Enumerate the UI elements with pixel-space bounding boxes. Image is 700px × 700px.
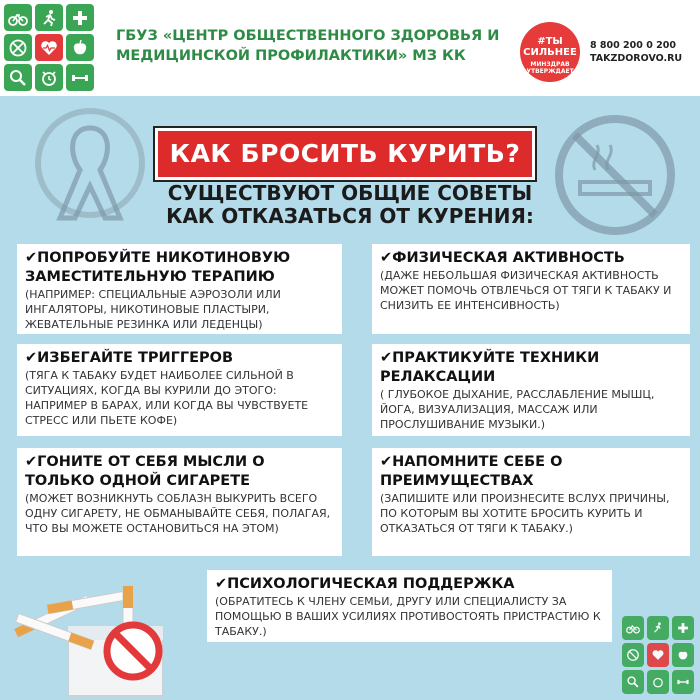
- tip-heading-text: ПОПРОБУЙТЕ НИКОТИНОВУЮ ЗАМЕСТИТЕЛЬНУЮ ТЕРАПИЮ: [25, 250, 291, 285]
- tip-body: (ЗАПИШИТЕ ИЛИ ПРОИЗНЕСИТЕ ВСЛУХ ПРИЧИНЫ, ПО КОТОРЫМ ВЫ ХОТИТЕ БРОСИТЬ КУРИТЬ И ОТКАЗАТЬСЯ ОТ ТЯГИ К ТАБАКУ.): [380, 492, 670, 535]
- runner-icon: [647, 616, 669, 640]
- tip-heading: [25, 349, 334, 368]
- phone-number: 8 800 200 0 200: [590, 40, 676, 51]
- cross-icon: [672, 616, 694, 640]
- heart-pulse-icon: [647, 643, 669, 667]
- tip-heading-text: ИЗБЕГАЙТЕ ТРИГГЕРОВ: [37, 350, 234, 366]
- magnifier-icon: [622, 670, 644, 694]
- no-smoking-icon: [622, 643, 644, 667]
- badge-sub: МИНЗДРАВ УТВЕРЖДАЕТ: [526, 61, 574, 75]
- tip-body: (НАПРИМЕР: СПЕЦИАЛЬНЫЕ АЭРОЗОЛИ ИЛИ ИНГАЛЯТОРЫ, НИКОТИНОВЫЕ ПЛАСТЫРИ, ЖЕВАТЕЛЬНЫЕ РЕЗИНКА ИЛИ ЛЕДЕНЦЫ): [25, 288, 281, 331]
- magnifier-icon: [4, 64, 32, 91]
- badge-line-1: #ТЫ: [537, 36, 563, 47]
- bike-icon: [622, 616, 644, 640]
- check-icon: ✔: [25, 250, 38, 266]
- check-icon: ✔: [380, 454, 393, 470]
- tip-card-psychological-support: [207, 570, 612, 642]
- awareness-ribbon-icon: [30, 108, 150, 248]
- tip-heading-text: ПРАКТИКУЙТЕ ТЕХНИКИ РЕЛАКСАЦИИ: [380, 350, 600, 385]
- no-smoking-sign-icon: [550, 110, 680, 240]
- tip-body: (ДАЖЕ НЕБОЛЬШАЯ ФИЗИЧЕСКАЯ АКТИВНОСТЬ МОЖЕТ ПОМОЧЬ ОТВЛЕЧЬСЯ ОТ ТЯГИ К ТАБАКУ И СНИЗИТЬ ЕЕ ИНТЕНСИВНОСТЬ): [380, 269, 672, 312]
- runner-icon: [35, 4, 63, 31]
- tip-card-relaxation: [372, 344, 690, 436]
- website-link[interactable]: TAKZDOROVO.RU: [590, 53, 683, 64]
- subtitle-line-2: КАК ОТКАЗАТЬСЯ ОТ КУРЕНИЯ:: [166, 204, 534, 228]
- tip-heading-text: ПСИХОЛОГИЧЕСКАЯ ПОДДЕРЖКА: [227, 576, 515, 592]
- dumbbell-icon: [66, 64, 94, 91]
- tip-heading-text: ФИЗИЧЕСКАЯ АКТИВНОСТЬ: [392, 250, 625, 266]
- tip-heading: [380, 453, 682, 491]
- header: [0, 0, 700, 96]
- tip-heading: [25, 249, 334, 287]
- tip-body: (ТЯГА К ТАБАКУ БУДЕТ НАИБОЛЕЕ СИЛЬНОЙ В СИТУАЦИЯХ, КОГДА ВЫ КУРИЛИ ДО ЭТОГО: НАПРИМЕР В БАРАХ, ИЛИ КОГДА ВЫ ЧУВСТВУЕТЕ СТРЕСС ИЛИ ПЬЕТЕ КОФЕ): [25, 369, 309, 427]
- tip-card-nicotine-therapy: [17, 244, 342, 334]
- tip-heading-text: НАПОМНИТЕ СЕБЕ О ПРЕИМУЩЕСТВАХ: [380, 454, 563, 489]
- tip-heading: [25, 453, 334, 491]
- tip-body: (ОБРАТИТЕСЬ К ЧЛЕНУ СЕМЬИ, ДРУГУ ИЛИ СПЕЦИАЛИСТУ ЗА ПОМОЩЬЮ В ВАШИХ УСИЛИЯХ ПРОТИВОСТОЯТЬ ПРИСТРАСТИЮ К ТАБАКУ.): [215, 595, 601, 638]
- tip-card-physical-activity: [372, 244, 690, 334]
- logo-icon-grid: [4, 4, 100, 94]
- tip-card-benefits: [372, 448, 690, 556]
- check-icon: ✔: [215, 576, 228, 592]
- check-icon: ✔: [25, 350, 38, 366]
- org-line-2: МЕДИЦИНСКОЙ ПРОФИЛАКТИКИ» МЗ КК: [116, 48, 466, 64]
- page-title: КАК БРОСИТЬ КУРИТЬ?: [155, 128, 535, 180]
- dumbbell-icon: [672, 670, 694, 694]
- tip-heading: [380, 249, 682, 268]
- footer-icon-grid: [622, 616, 696, 696]
- cigarette-pack-illustration: [8, 566, 198, 700]
- contacts: [590, 39, 682, 65]
- tip-heading: [215, 575, 604, 594]
- tip-card-avoid-triggers: [17, 344, 342, 436]
- apple-icon: [66, 34, 94, 61]
- alarm-icon: [35, 64, 63, 91]
- check-icon: ✔: [380, 350, 393, 366]
- tip-heading: [380, 349, 682, 387]
- subtitle-line-1: СУЩЕСТВУЮТ ОБЩИЕ СОВЕТЫ: [167, 181, 533, 205]
- badge-line-2: СИЛЬНЕЕ: [523, 47, 577, 58]
- org-line-1: ГБУЗ «ЦЕНТР ОБЩЕСТВЕННОГО ЗДОРОВЬЯ И: [116, 28, 500, 44]
- tip-body: (МОЖЕТ ВОЗНИКНУТЬ СОБЛАЗН ВЫКУРИТЬ ВСЕГО ОДНУ СИГАРЕТУ, НЕ ОБМАНЫВАЙТЕ СЕБЯ, ПОЛАГАЯ, ЧТО ВЫ МОЖЕТЕ ОСТАНОВИТЬСЯ НА ЭТОМ): [25, 492, 331, 535]
- organization-name: [116, 26, 516, 66]
- main-panel: [0, 96, 700, 700]
- apple-icon: [672, 643, 694, 667]
- no-smoking-icon: [4, 34, 32, 61]
- alarm-icon: [647, 670, 669, 694]
- page-subtitle: [150, 182, 550, 228]
- check-icon: ✔: [25, 454, 38, 470]
- tip-body: ( ГЛУБОКОЕ ДЫХАНИЕ, РАССЛАБЛЕНИЕ МЫШЦ, ЙОГА, ВИЗУАЛИЗАЦИЯ, МАССАЖ ИЛИ ПРОСЛУШИВАНИЕ МУЗЫКИ.): [380, 388, 655, 431]
- tip-heading-text: ГОНИТЕ ОТ СЕБЯ МЫСЛИ О ТОЛЬКО ОДНОЙ СИГАРЕТЕ: [25, 454, 265, 489]
- check-icon: ✔: [380, 250, 393, 266]
- tip-card-one-cigarette: [17, 448, 342, 556]
- cross-icon: [66, 4, 94, 31]
- bike-icon: [4, 4, 32, 31]
- campaign-badge: [520, 22, 580, 82]
- heart-pulse-icon: [35, 34, 63, 61]
